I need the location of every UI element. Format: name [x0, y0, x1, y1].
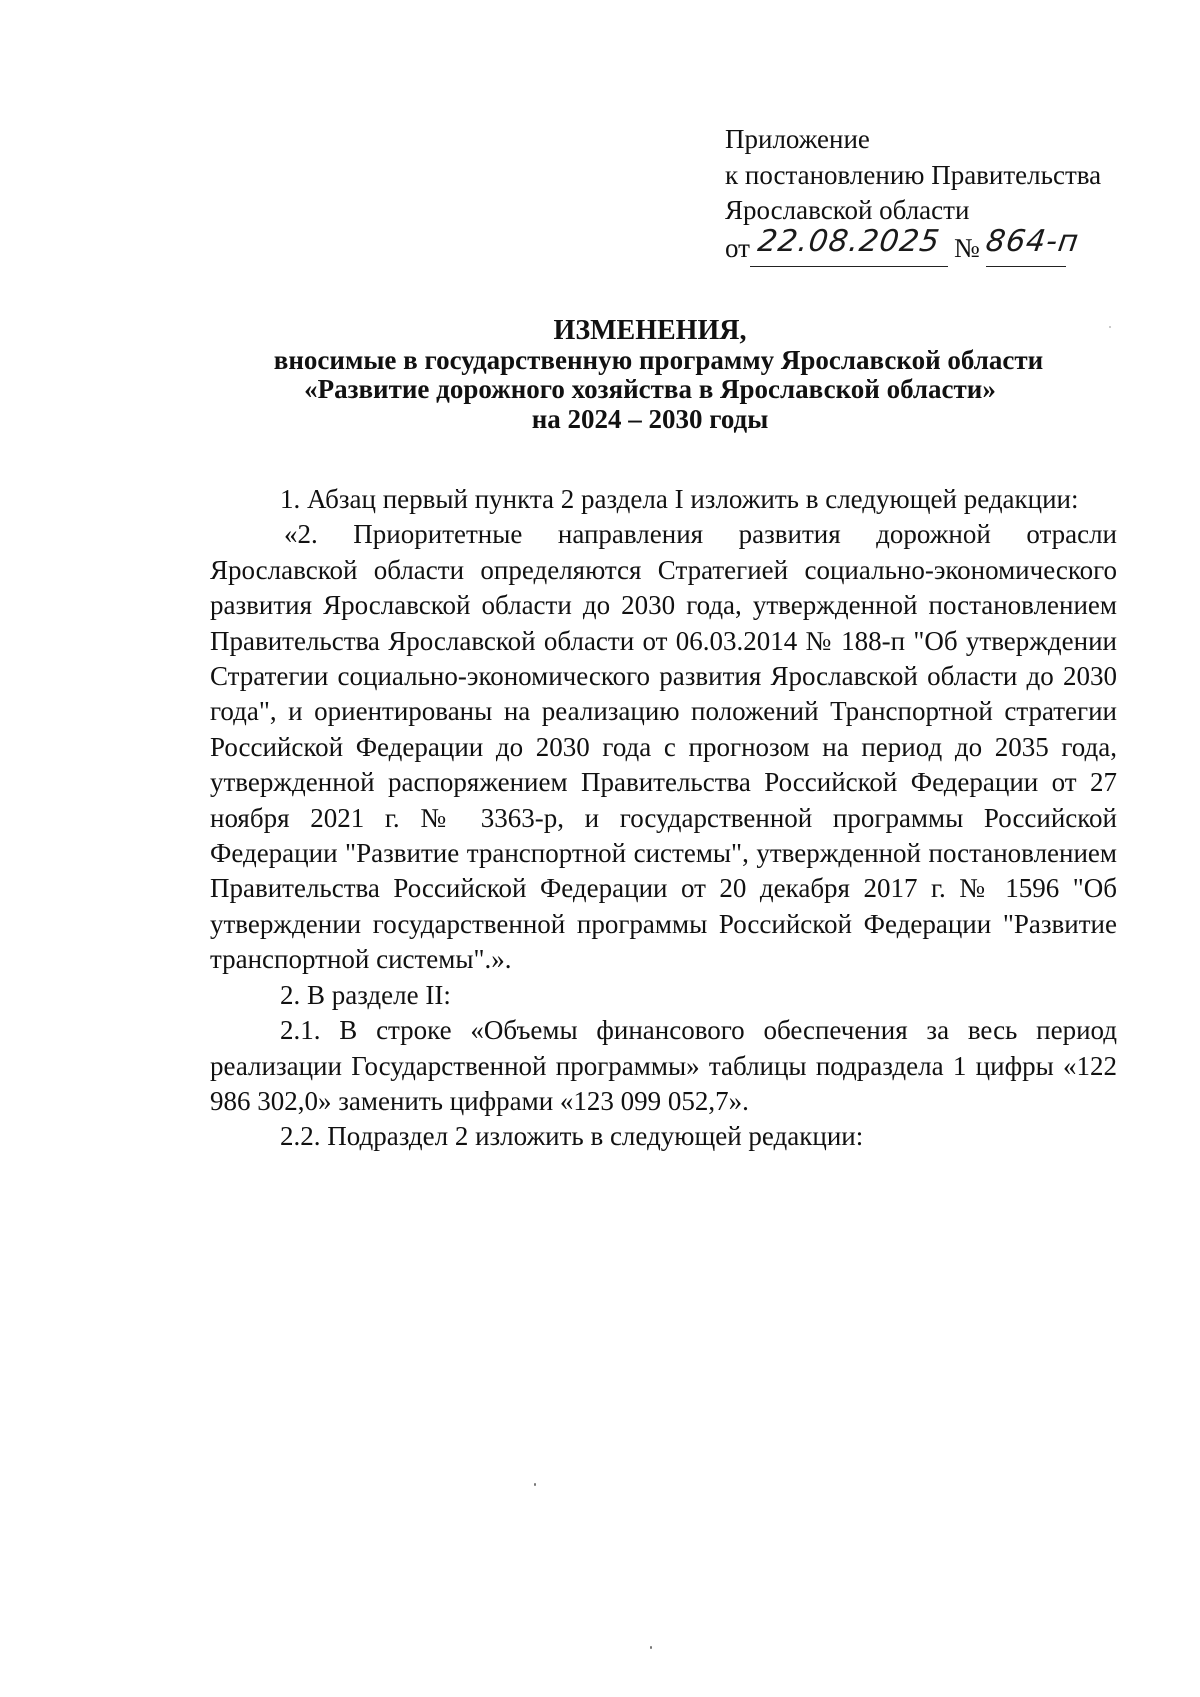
appendix-region-line: Ярославской области — [725, 195, 970, 225]
document-body — [210, 482, 1117, 1155]
handwritten-date: 22.08.2025 — [755, 223, 943, 259]
scan-speck — [534, 1483, 536, 1486]
paragraph-1: 1. Абзац первый пункта 2 раздела I изложить в следующей редакции: — [280, 484, 1079, 514]
document-subtitle: вносимые в государственную программу Ярославской области — [273, 344, 1044, 375]
handwritten-number: 864-п — [983, 223, 1081, 259]
number-sign: № — [953, 233, 980, 263]
appendix-reference-line — [725, 223, 1145, 267]
document-heading: ИЗМЕНЕНИЯ, — [553, 315, 747, 346]
paragraph-2-2: 2.2. Подраздел 2 изложить в следующей редакции: — [280, 1121, 864, 1152]
appendix-title: Приложение — [725, 124, 870, 154]
program-name: «Развитие дорожного хозяйства в Ярославской области» — [304, 374, 996, 404]
appendix-resolution-line: к постановлению Правительства — [725, 159, 1102, 190]
program-period: на 2024 – 2030 годы — [531, 403, 769, 434]
appendix-block — [725, 122, 1145, 267]
paragraph-2-1: 2.1. В строке «Объемы финансового обеспечения за весь период реализации Государственной программы» таблицы подраздела 1 цифры «122 986 302,0» заменить цифрами «123 099 052,7». — [210, 1015, 1117, 1116]
paragraph-2: 2. В разделе II: — [280, 979, 451, 1010]
document-title-block — [0, 316, 1200, 434]
scan-speck — [650, 1646, 652, 1649]
handwritten-date-field — [750, 223, 948, 267]
paragraph-quote: «2. Приоритетные направления развития дорожной отрасли Ярославской области определяются Стратегией социально-экономического развития Ярославской области до 2030 года, утвержденной постановлением Правительства Ярославской области от 06.03.2014 № 188-п "Об утверждении Стратегии социально-экономического развития Ярославской области до 2030 года", и ориентированы на реализацию положений Транспортной стратегии Российской Федерации до 2030 года с прогнозом на период до 2035 года, утвержденной распоряжением Правительства Российской Федерации от 27 ноября 2021 г. № 3363-р, и государственной программы Российской Федерации "Развитие транспортной системы", утвержденной постановлением Правительства Российской Федерации от 20 декабря 2017 г. № 1596 "Об утверждении государственной программы Российской Федерации "Развитие транспортной системы".». — [210, 519, 1117, 975]
scan-speck — [1109, 326, 1111, 328]
date-prefix: от — [725, 233, 750, 263]
handwritten-number-field — [983, 223, 1081, 267]
